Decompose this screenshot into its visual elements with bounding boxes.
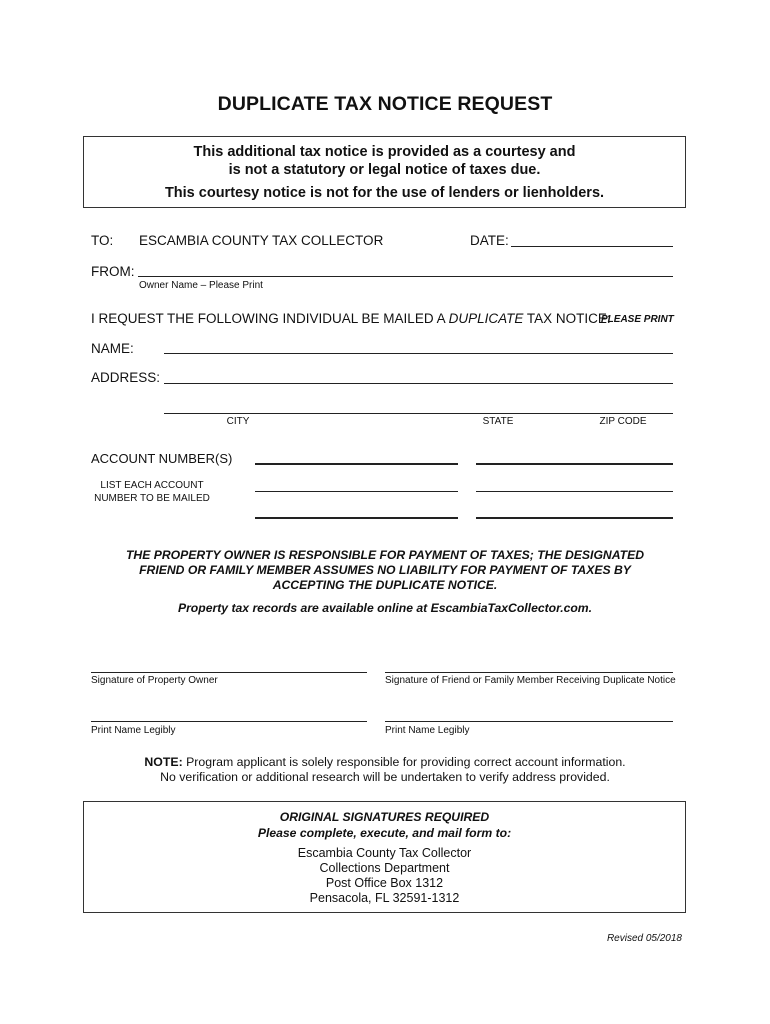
request-prefix: I REQUEST THE FOLLOWING INDIVIDUAL BE MAILED A	[91, 311, 449, 326]
revision-date: Revised 05/2018	[606, 933, 682, 944]
online-records-note: Property tax records are available online at EscambiaTaxCollector.com.	[177, 601, 593, 615]
account-number-field-4[interactable]	[476, 491, 673, 492]
state-caption: STATE	[482, 416, 514, 427]
mailing-instructions-box	[83, 801, 686, 913]
name-field[interactable]	[164, 353, 673, 354]
courtesy-line-1: This additional tax notice is provided as a courtesy and	[193, 144, 576, 160]
owner-signature-caption: Signature of Property Owner	[91, 675, 218, 686]
account-number-field-5[interactable]	[255, 517, 458, 519]
warning-line-1: THE PROPERTY OWNER IS RESPONSIBLE FOR PAYMENT OF TAXES; THE DESIGNATED	[125, 548, 644, 562]
form-title: DUPLICATE TAX NOTICE REQUEST	[217, 93, 553, 115]
owner-print-name-caption: Print Name Legibly	[91, 725, 176, 736]
owner-print-name-field[interactable]	[91, 721, 367, 722]
note-line-2: No verification or additional research will be undertaken to verify address provided.	[160, 770, 610, 784]
note-bold-label: NOTE:	[144, 755, 183, 769]
applicant-note	[0, 755, 770, 785]
account-number-field-3[interactable]	[255, 491, 458, 492]
note-line-1: Program applicant is solely responsible for providing correct account information.	[182, 755, 626, 769]
account-number-field-1[interactable]	[255, 463, 458, 465]
request-emphasis: DUPLICATE	[448, 311, 524, 326]
city-state-zip-field[interactable]	[164, 413, 673, 414]
courtesy-notice-box	[83, 136, 686, 208]
to-value: ESCAMBIA COUNTY TAX COLLECTOR	[139, 233, 384, 248]
zip-caption: ZIP CODE	[599, 416, 647, 427]
request-suffix: TAX NOTICE:	[523, 311, 611, 326]
mail-address-line-2: Collections Department	[319, 861, 450, 875]
courtesy-line-3: This courtesy notice is not for the use of lenders or lienholders.	[164, 185, 605, 201]
request-statement	[91, 311, 611, 326]
friend-signature-field[interactable]	[385, 672, 673, 673]
account-hint-line-2: NUMBER TO BE MAILED	[94, 493, 210, 504]
mail-address-line-1: Escambia County Tax Collector	[297, 846, 472, 860]
signatures-required-heading: ORIGINAL SIGNATURES REQUIRED	[279, 810, 490, 824]
mail-form-instruction: Please complete, execute, and mail form to:	[257, 826, 512, 840]
friend-print-name-caption: Print Name Legibly	[385, 725, 470, 736]
from-label: FROM:	[91, 264, 135, 279]
owner-name-caption: Owner Name – Please Print	[139, 280, 263, 291]
address-label: ADDRESS:	[91, 370, 161, 385]
friend-signature-caption: Signature of Friend or Family Member Receiving Duplicate Notice	[385, 675, 676, 686]
warning-line-3: ACCEPTING THE DUPLICATE NOTICE.	[272, 578, 498, 592]
name-label: NAME:	[91, 341, 134, 356]
account-numbers-label: ACCOUNT NUMBER(S)	[91, 451, 233, 466]
account-number-field-6[interactable]	[476, 517, 673, 519]
to-label: TO:	[91, 233, 114, 248]
city-caption: CITY	[226, 416, 250, 427]
address-field[interactable]	[164, 383, 673, 384]
from-owner-name-field[interactable]	[138, 276, 673, 277]
mail-address-line-3: Post Office Box 1312	[325, 876, 444, 890]
owner-signature-field[interactable]	[91, 672, 367, 673]
mail-address-line-4: Pensacola, FL 32591-1312	[309, 891, 460, 905]
liability-warning	[100, 548, 670, 593]
courtesy-line-2: is not a statutory or legal notice of taxes due.	[228, 162, 541, 178]
friend-print-name-field[interactable]	[385, 721, 673, 722]
please-print-note: PLEASE PRINT	[601, 314, 674, 325]
warning-line-2: FRIEND OR FAMILY MEMBER ASSUMES NO LIABILITY FOR PAYMENT OF TAXES BY	[139, 563, 631, 577]
account-number-field-2[interactable]	[476, 463, 673, 465]
date-field[interactable]	[511, 246, 673, 247]
date-label: DATE:	[470, 233, 509, 248]
account-hint-line-1: LIST EACH ACCOUNT	[100, 480, 204, 491]
